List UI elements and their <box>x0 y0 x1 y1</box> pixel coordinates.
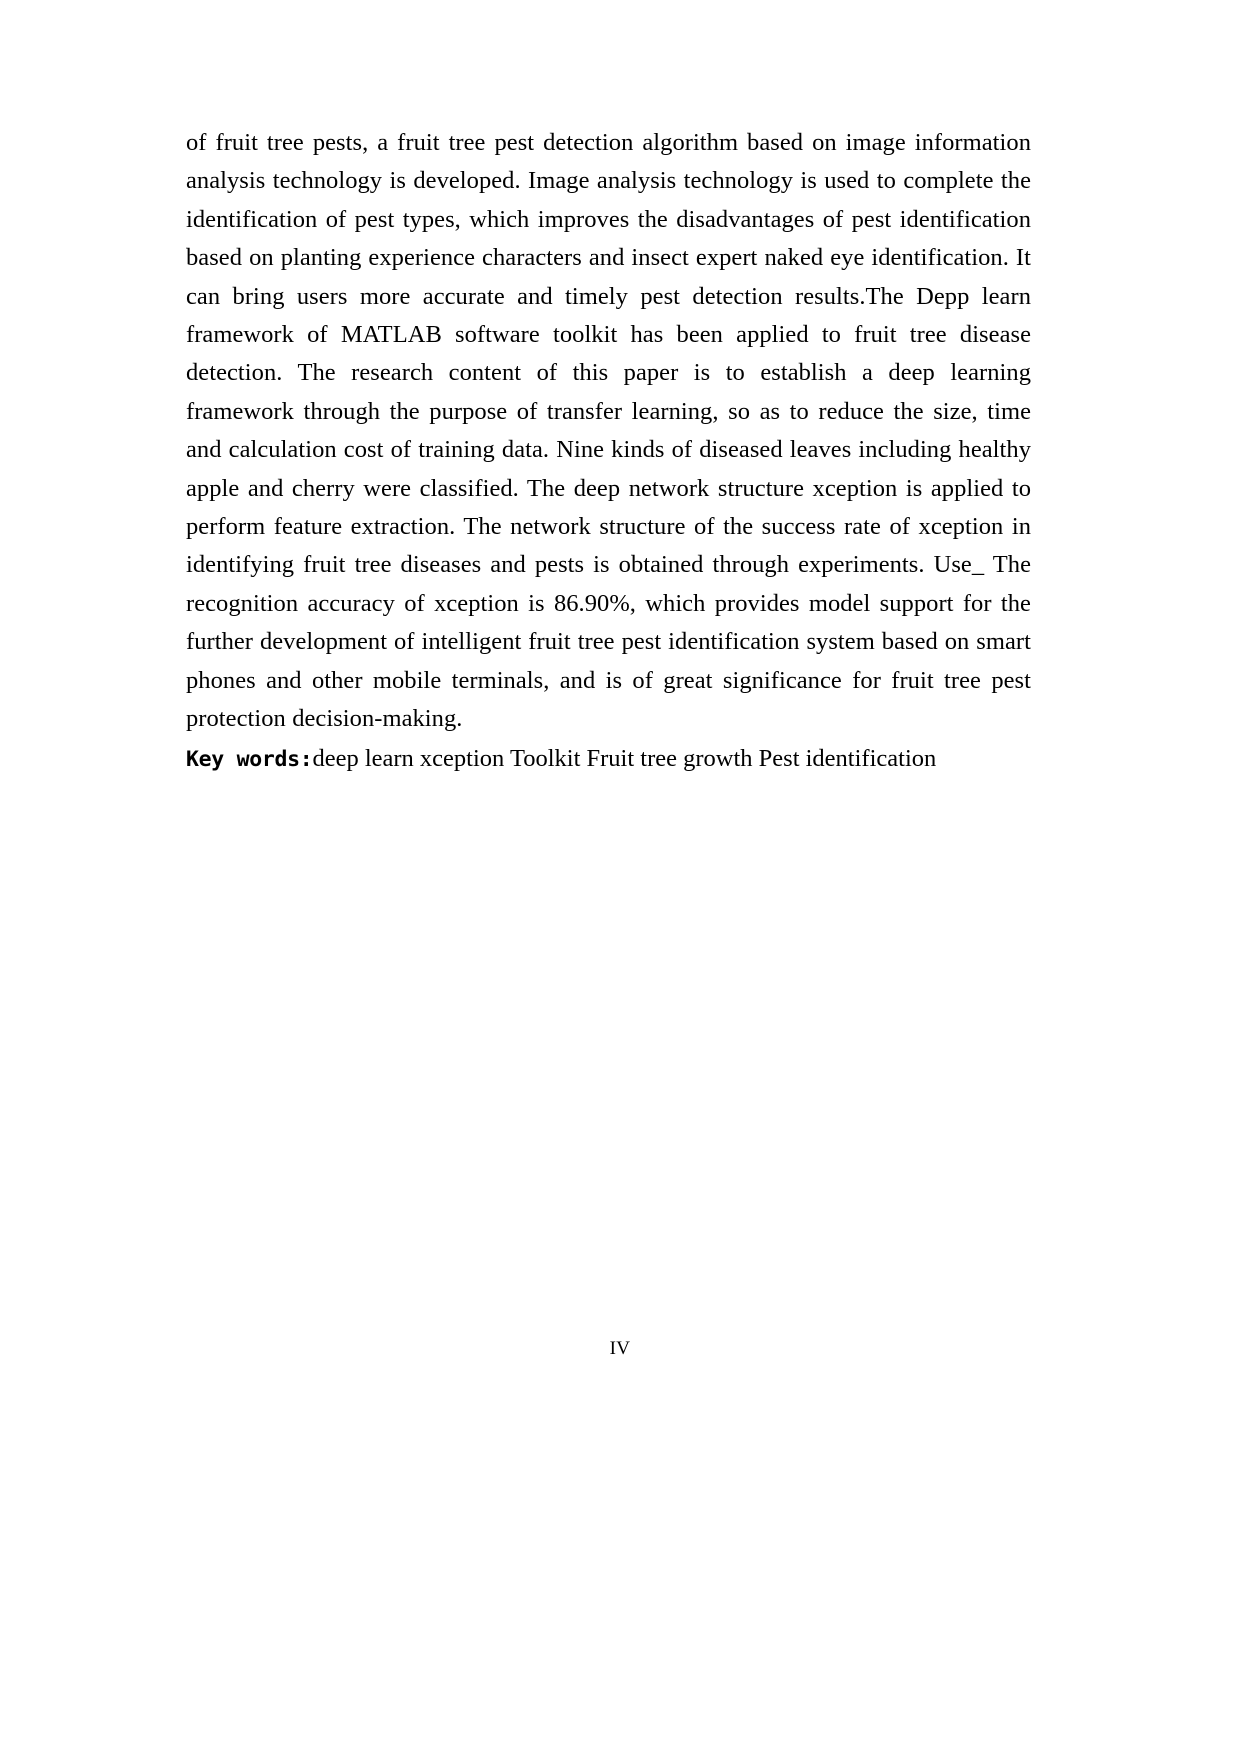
keywords-label: Key words: <box>186 746 313 772</box>
keywords-terms: deep learn xception Toolkit Fruit tree growth Pest identification <box>312 744 937 772</box>
page-number-footer: IV <box>609 1338 631 1359</box>
keywords-line <box>186 739 1031 779</box>
page-content-area <box>186 124 1031 779</box>
abstract-body-paragraph: of fruit tree pests, a fruit tree pest detection algorithm based on image information analysis technology is developed. Image analysis technology is used to complete the identification of pest types, which improves the disadvantages of pest identification based on planting experience characters and insect expert naked eye identification. It can bring users more accurate and timely pest detection results.The Depp learn framework of MATLAB software toolkit has been applied to fruit tree disease detection. The research content of this paper is to establish a deep learning framework through the purpose of transfer learning, so as to reduce the size, time and calculation cost of training data. Nine kinds of diseased leaves including healthy apple and cherry were classified. The deep network structure xception is applied to perform feature extraction. The network structure of the success rate of xception in identifying fruit tree diseases and pests is obtained through experiments. Use_ The recognition accuracy of xception is 86.90%, which provides model support for the further development of intelligent fruit tree pest identification system based on smart phones and other mobile terminals, and is of great significance for fruit tree pest protection decision-making. <box>186 129 1031 733</box>
